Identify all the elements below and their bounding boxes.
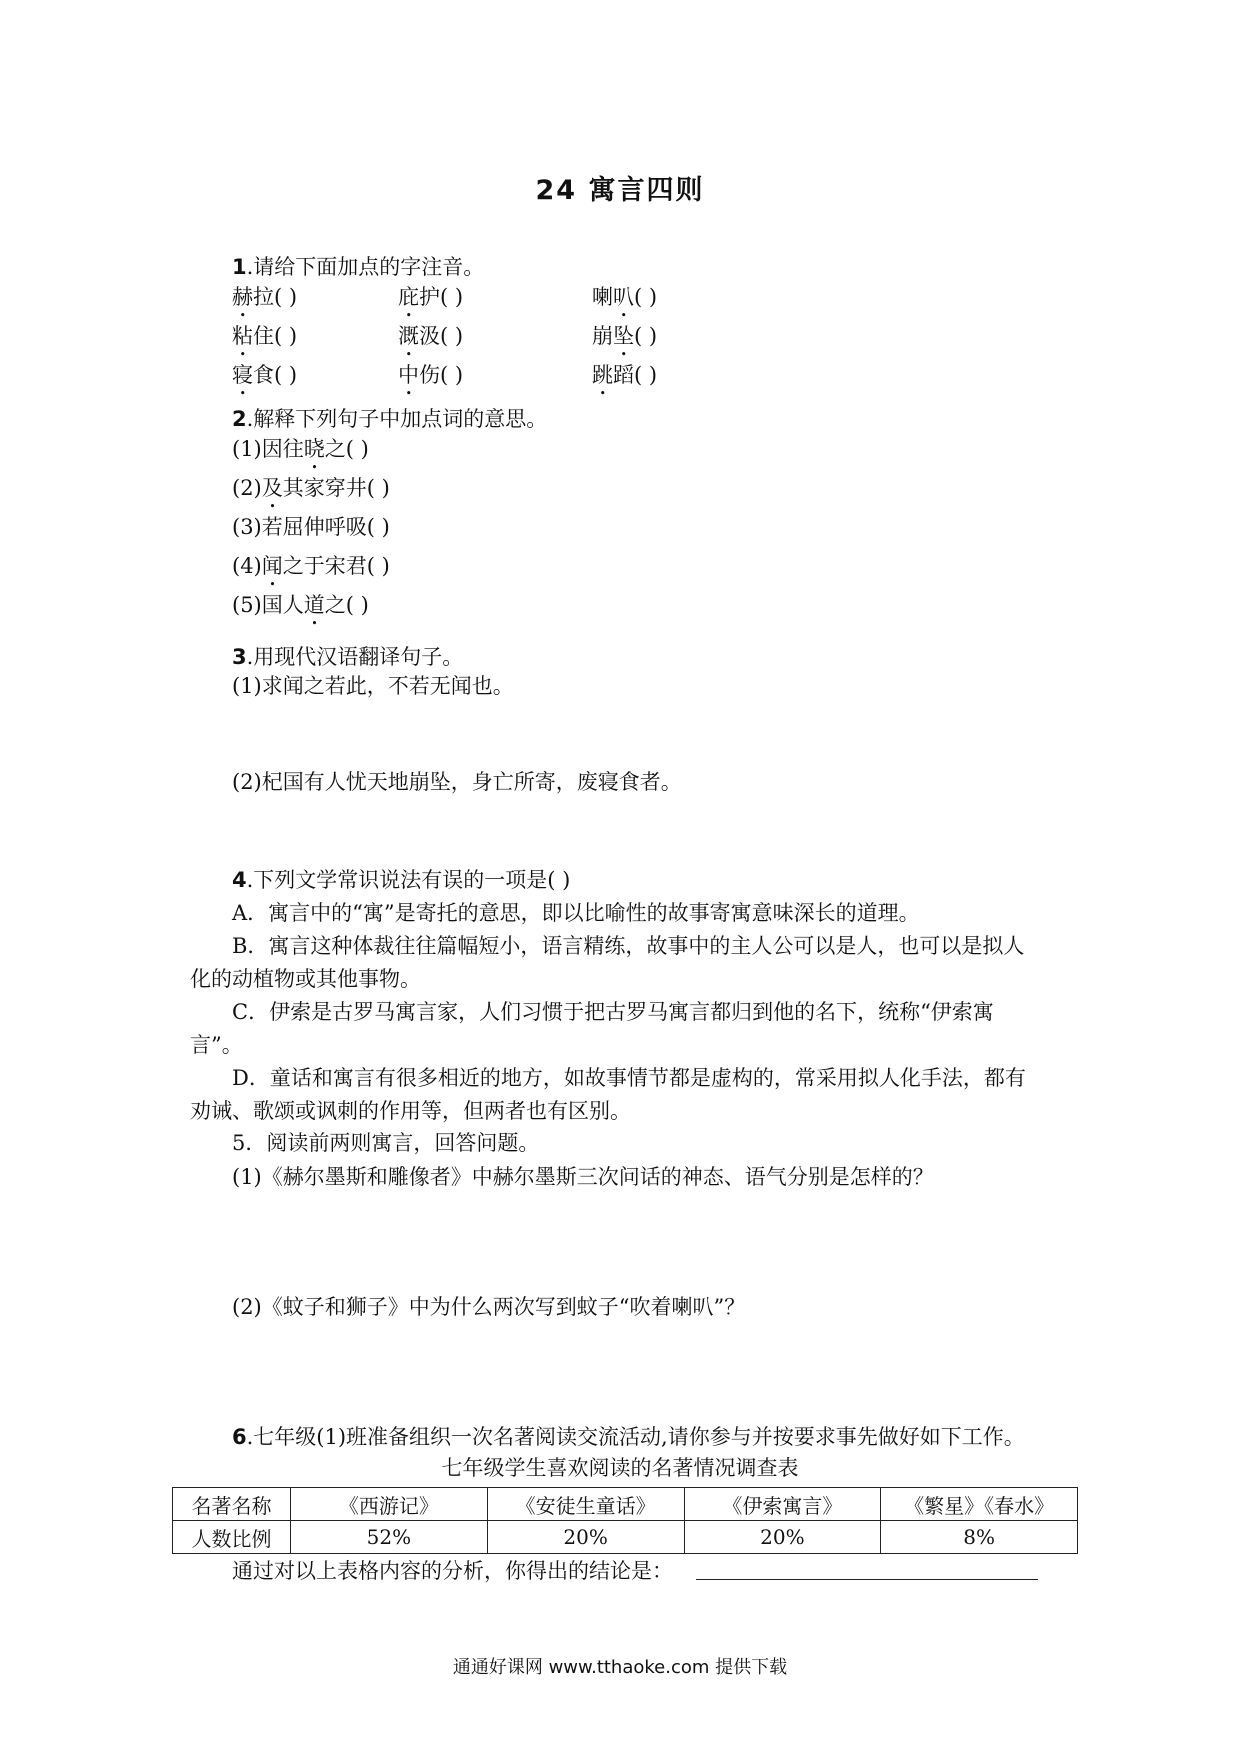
q1-item-6-dot: 坠 xyxy=(613,324,634,348)
q2-item-4 xyxy=(232,551,390,591)
q1-item-4-post: 住( ) xyxy=(253,324,298,348)
survey-table xyxy=(172,1487,1078,1554)
table-header-row xyxy=(173,1488,1078,1521)
q5-item-2: (2)《蚊子和狮子》中为什么两次写到蚊子“吹着喇叭”？ xyxy=(232,1295,746,1319)
q3-item-1: (1)求闻之若此，不若无闻也。 xyxy=(232,674,514,698)
table-row xyxy=(173,1521,1078,1554)
table-book-4: 《繁星》《春水》 xyxy=(881,1488,1078,1521)
q1-number: 1 xyxy=(232,255,247,279)
q4-option-b: B．寓言这种体裁往往篇幅短小，语言精练，故事中的主人公可以是人，也可以是拟人 xyxy=(232,934,1025,958)
q4-stem-text: .下列文学常识说法有误的一项是( ) xyxy=(246,868,571,892)
q4-option-c: C．伊索是古罗马寓言家，人们习惯于把古罗马寓言都归到他的名下，统称“伊索寓 xyxy=(232,1000,994,1024)
q2-item-1-pre: (1)因往 xyxy=(232,437,304,461)
q2-number: 2 xyxy=(232,407,247,431)
q3-number: 3 xyxy=(232,645,247,669)
footer-source: 通通好课网 www.tthaoke.com 提供下载 xyxy=(452,1657,788,1678)
q1-stem-text: .请给下面加点的字注音。 xyxy=(246,255,485,279)
table-header-label: 名著名称 xyxy=(173,1488,291,1521)
table-ratio-3: 20% xyxy=(684,1521,881,1554)
q3-stem xyxy=(232,642,463,672)
conclusion-prompt: 通过对以上表格内容的分析，你得出的结论是： xyxy=(232,1559,673,1583)
q4-option-a: A．寓言中的“寓”是寄托的意思，即以比喻性的故事寄寓意味深长的道理。 xyxy=(232,901,920,925)
q2-item-5 xyxy=(232,590,369,630)
q1-item-2 xyxy=(398,282,463,322)
q1-item-7 xyxy=(232,360,297,400)
q2-stem-text: .解释下列句子中加点词的意思。 xyxy=(246,407,548,431)
q2-item-5-pre: (5)国人 xyxy=(232,593,304,617)
q1-item-6-post: ( ) xyxy=(634,324,658,348)
conclusion-answer-line xyxy=(696,1578,1038,1580)
survey-table-title: 七年级学生喜欢阅读的名著情况调查表 xyxy=(441,1456,799,1480)
table-row-label: 人数比例 xyxy=(173,1521,291,1554)
q1-item-9 xyxy=(592,360,657,400)
q4-number: 4 xyxy=(232,868,247,892)
q1-item-8-dot: 中 xyxy=(398,363,419,387)
page-title: 24 寓言四则 xyxy=(535,175,705,206)
table-book-3: 《伊索寓言》 xyxy=(684,1488,881,1521)
q4-option-c-cont: 言”。 xyxy=(190,1033,243,1057)
q1-item-7-dot: 寝 xyxy=(232,363,253,387)
q2-item-1-dot: 晓 xyxy=(303,437,325,461)
table-book-1: 《西游记》 xyxy=(291,1488,488,1521)
q3-stem-text: .用现代汉语翻译句子。 xyxy=(246,645,464,669)
table-ratio-2: 20% xyxy=(487,1521,684,1554)
q1-item-3-post: ( ) xyxy=(634,285,658,309)
q1-item-7-post: 食( ) xyxy=(253,363,298,387)
q1-item-5 xyxy=(398,321,463,361)
q1-item-8 xyxy=(398,360,463,400)
q2-item-4-post: 之于宋君( ) xyxy=(282,554,390,578)
q1-item-2-post: 护( ) xyxy=(419,285,464,309)
q5-item-1: (1)《赫尔墨斯和雕像者》中赫尔墨斯三次问话的神态、语气分别是怎样的？ xyxy=(232,1165,934,1189)
q1-item-8-post: 伤( ) xyxy=(419,363,464,387)
q1-item-6-pre: 崩 xyxy=(592,324,613,348)
q2-item-2 xyxy=(232,473,390,513)
q3-item-2: (2)杞国有人忧天地崩坠，身亡所寄，废寝食者。 xyxy=(232,770,682,794)
table-ratio-4: 8% xyxy=(881,1521,1078,1554)
q5-stem: 5．阅读前两则寓言，回答问题。 xyxy=(232,1131,540,1155)
q1-item-5-post: 汲( ) xyxy=(419,324,464,348)
q6-stem xyxy=(232,1422,1025,1452)
q1-item-4 xyxy=(232,321,297,361)
q1-item-1-dot: 赫 xyxy=(232,285,253,309)
q1-item-9-post: 蹈( ) xyxy=(613,363,658,387)
q6-stem-text: .七年级(1)班准备组织一次名著阅读交流活动,请你参与并按要求事先做好如下工作。 xyxy=(246,1425,1025,1449)
q4-stem xyxy=(232,865,570,895)
q2-item-5-dot: 道 xyxy=(303,593,325,617)
q1-item-9-dot: 跳 xyxy=(592,363,613,387)
q4-option-d: D．童话和寓言有很多相近的地方，如故事情节都是虚构的，常采用拟人化手法，都有 xyxy=(232,1066,1026,1090)
table-book-2: 《安徒生童话》 xyxy=(487,1488,684,1521)
q2-item-1-post: 之( ) xyxy=(324,437,369,461)
q6-number: 6 xyxy=(232,1425,247,1449)
q2-item-1 xyxy=(232,434,369,474)
q4-option-b-cont: 化的动植物或其他事物。 xyxy=(190,967,421,991)
q1-item-2-dot: 庇 xyxy=(398,285,419,309)
q1-item-5-dot: 溉 xyxy=(398,324,419,348)
q1-item-6 xyxy=(592,321,657,361)
table-ratio-1: 52% xyxy=(291,1521,488,1554)
q2-item-5-post: 之( ) xyxy=(324,593,369,617)
q1-item-4-dot: 粘 xyxy=(232,324,253,348)
q2-item-3 xyxy=(232,512,390,542)
q2-item-4-pre: (4) xyxy=(232,554,262,578)
q1-stem xyxy=(232,252,484,282)
q1-item-3 xyxy=(592,282,657,322)
q2-item-4-dot: 闻 xyxy=(261,554,283,578)
q2-stem xyxy=(232,404,547,434)
q1-item-3-dot: 叭 xyxy=(613,285,634,309)
q2-item-3-pre: (3)若屈伸呼吸( ) xyxy=(232,515,390,539)
q1-item-1 xyxy=(232,282,297,322)
q2-item-2-pre: (2) xyxy=(232,476,262,500)
q4-option-d-cont: 劝诫、歌颂或讽刺的作用等，但两者也有区别。 xyxy=(190,1099,631,1123)
q2-item-2-post: 其家穿井( ) xyxy=(282,476,390,500)
q2-item-2-dot: 及 xyxy=(261,476,283,500)
q1-item-1-post: 拉( ) xyxy=(253,285,298,309)
q1-item-3-pre: 喇 xyxy=(592,285,613,309)
